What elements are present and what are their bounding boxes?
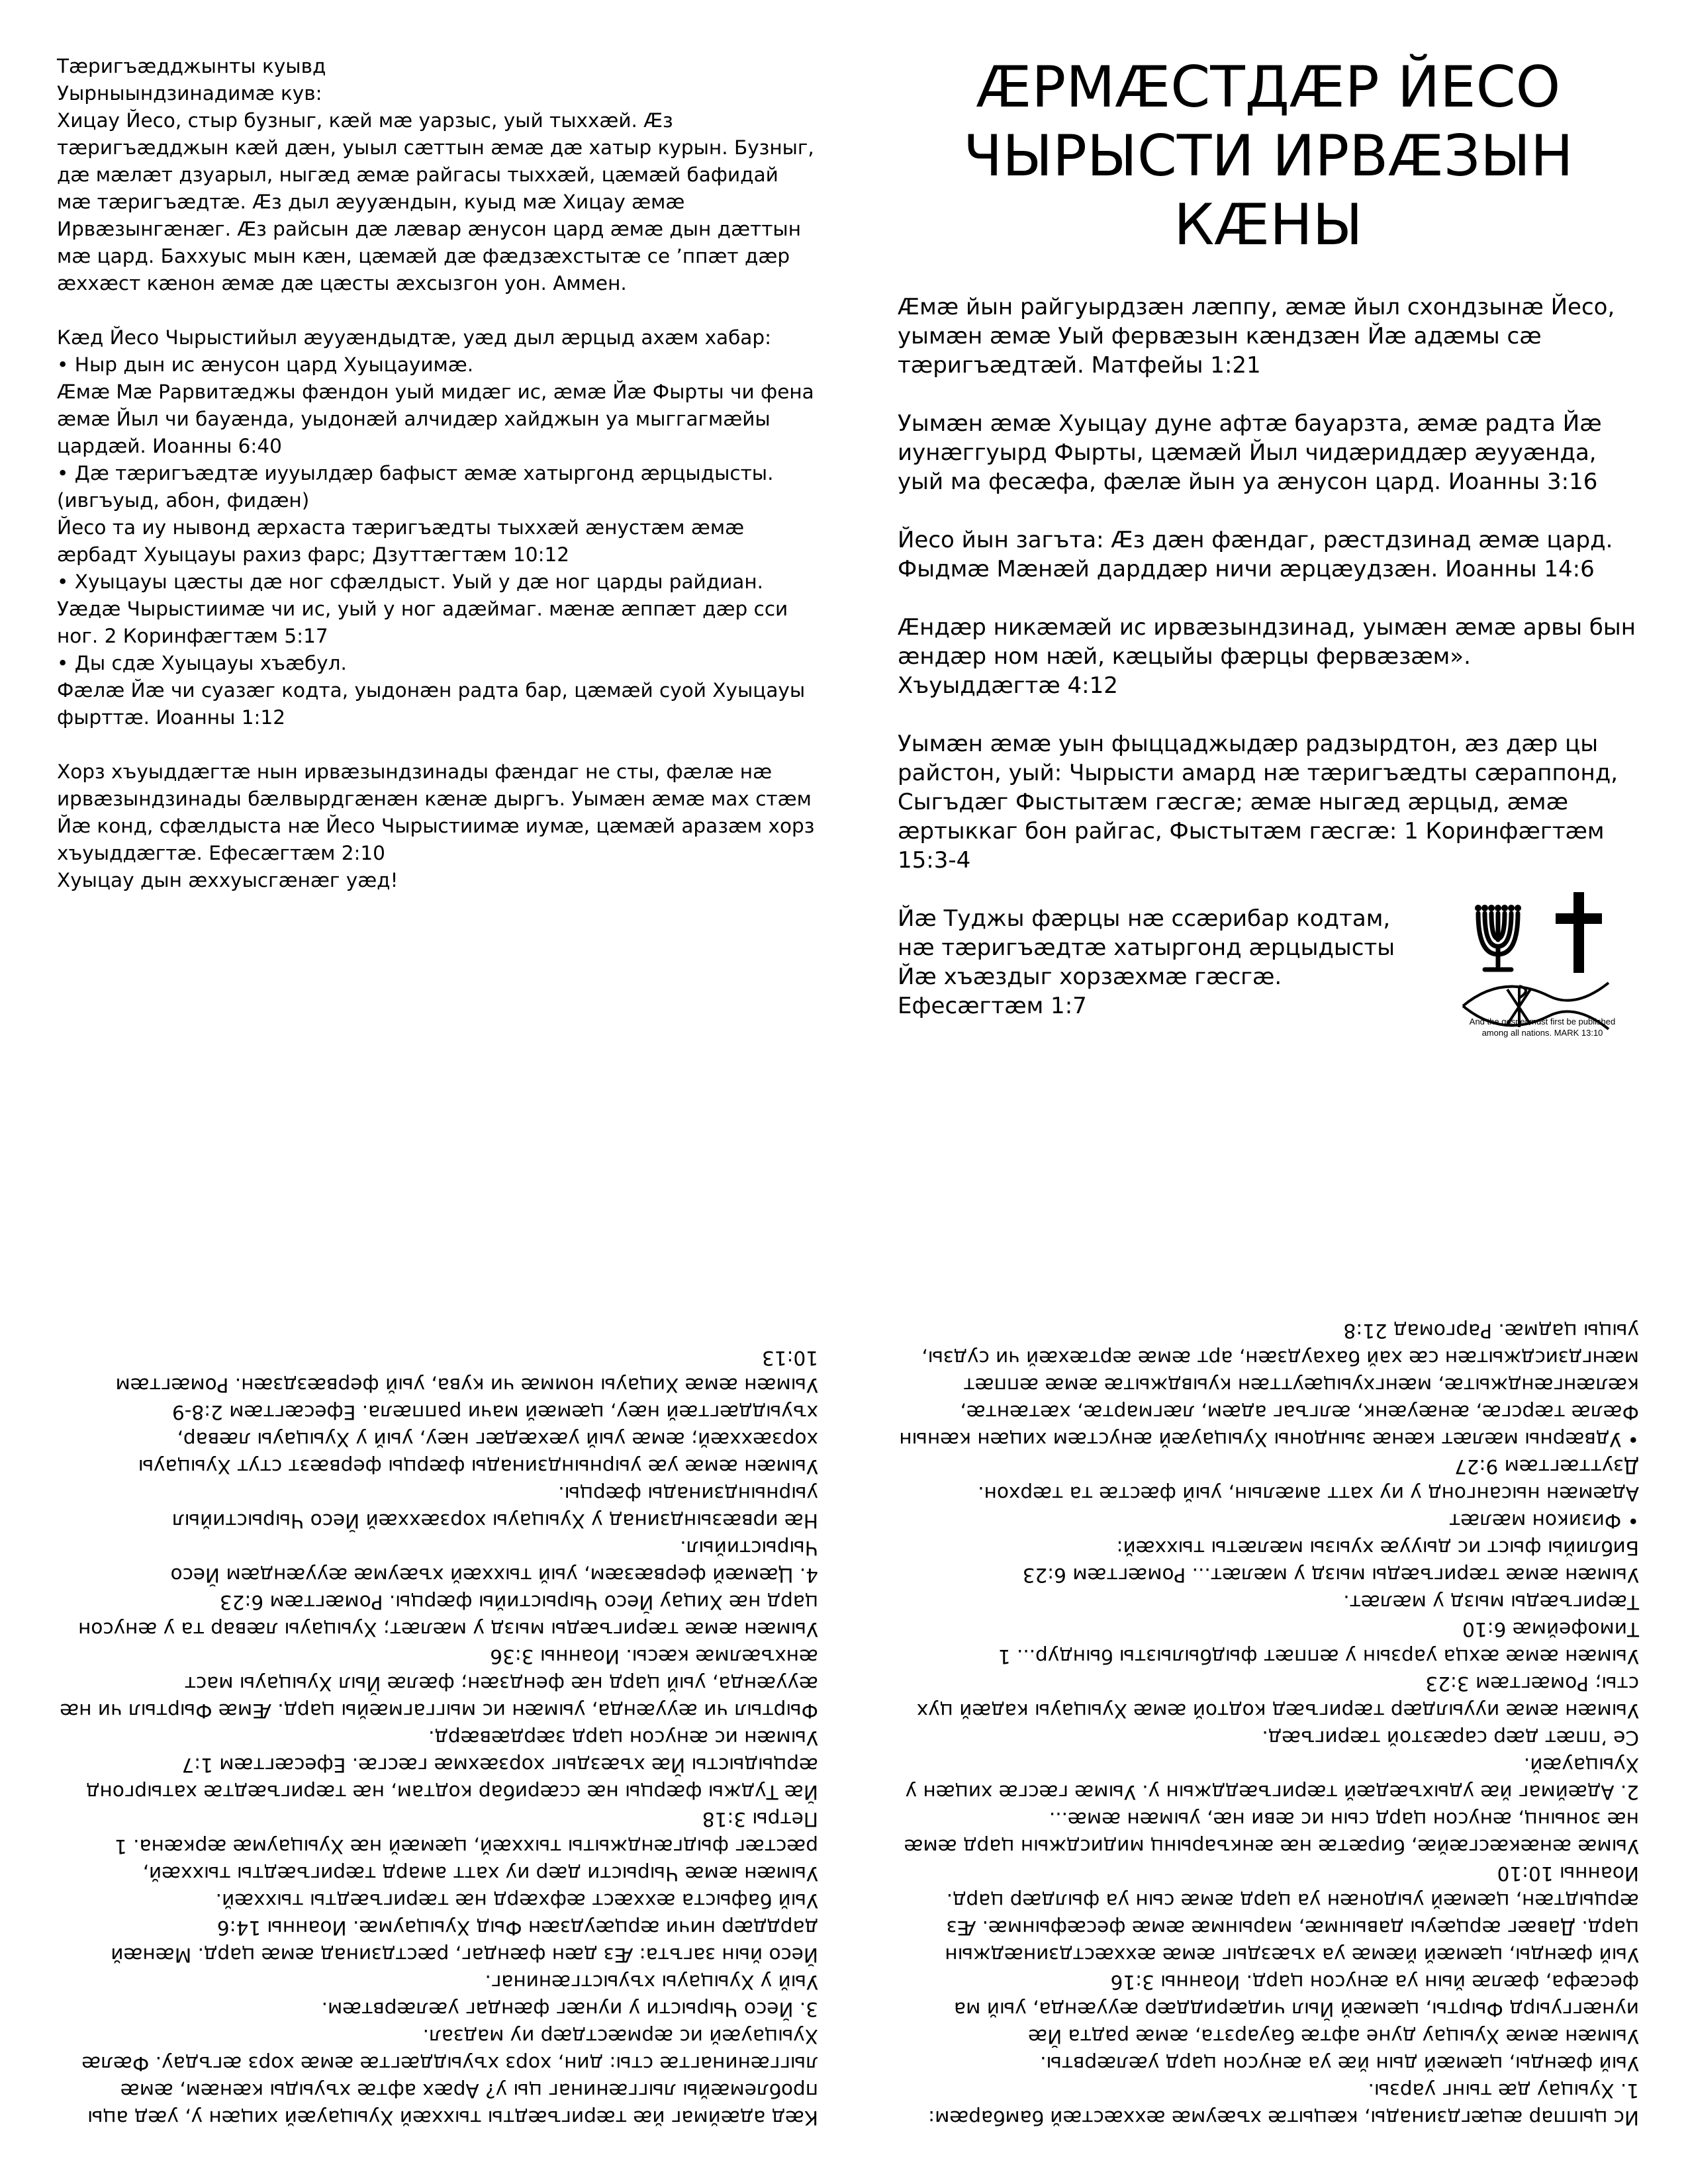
text-line: Библийы фыст ис дыууæ хуызы мæлæты тыххæй:: [1116, 1537, 1639, 1559]
prayer-section: [57, 53, 821, 894]
text-line: • Хуыцауы цæсты дæ ног сфæлдыст. Уый у дæ ног царды райдиан.: [57, 570, 764, 593]
text-line: • Ды сдæ Хуыцауы хъæбул.: [57, 652, 347, 674]
text-line: Йесо та иу нывонд æрхаста тæригъæдты тыххæй æнустæм æмæ æрбадт Хуыцауы рахиз фарс; Дзуттæгтæм 10:12: [57, 516, 751, 566]
text-line: 2. Адæймаг йæ удыхъæдæй тæригъæдджын у. Уымæ гæсгæ хицæн у Хуыцауæй.: [899, 1754, 1639, 1803]
text-line: • Ныр дын ис æнусон цард Хуыцауимæ.: [57, 353, 474, 376]
cover-title: [898, 53, 1639, 259]
text-line: Хуыцау дын æххуысгæнæг уæд!: [57, 869, 399, 891]
text-line: • Дæ тæригъæдтæ иууылдæр бафыст æмæ хатыргонд æрцыдысты.: [57, 462, 774, 484]
text-line: Уымæн æмæ тæригъæды мызд у мæлæт... Ромæгтæм 6:23: [1022, 1564, 1639, 1586]
text-line: Адæмæн нысангонд у иу хатт амæлын, уый фæстæ та тæрхон. Дзуттæгтæм 9:27: [971, 1455, 1639, 1505]
menorah-icon: [1478, 913, 1518, 970]
cover-title-line-1: ÆРМÆСТДÆР ЙЕСО: [976, 54, 1561, 120]
spacer: [57, 731, 818, 758]
text-line: Уый у Хуыцауы хъуыстгæнинаг.: [485, 1971, 818, 1993]
text-line: Йесо йын загъта: Æз дæн фæндаг, рæстдзинад æмæ цард. Мæнæй дарддæр ничи æрцæудзæн Фыд Хуыцаумæ. Иоанны 14:6: [104, 1917, 818, 1966]
text-line: Фæлæ тæрсгæ, æнæуæнк, æлгъаг адæм, лæгмартæ, хæтæнтæ, кæлæнгæнджытæ, мæнгхуыцæуттæн куывджытæ æмæ æппæт мæнгдзисджытæн сæ хай бахаудзæн, арт æмæ æртæхæй чи судзы, уыцы цадмæ. Раргомад 21:8: [915, 1320, 1639, 1424]
text-line: Æмæ Мæ Рарвитæджы фæндон уый мидæг ис, æмæ Йæ Фырты чи фена æмæ Йыл чи бауæнда, уыдонæй алчидæр хайджын уа мыггагмæйы цардæй. Иоанны 6:40: [57, 381, 821, 457]
text-line: Се ’ппæт дæр сарæзтой тæригъæд.: [1262, 1727, 1639, 1749]
text-line: 3. Йесо Чырысти у иунæг фæндаг уæлæрвтæм.: [321, 1998, 818, 2021]
artwork-caption: [1446, 1016, 1638, 1038]
text-line: Уымæ æнæкæсгæйæ, бирæтæ нæ æнкъарынц мидисджын цард æмæ нæ зонынц, æнусон цард сын ис æви нæ, уымæн æмæ...: [898, 1808, 1639, 1858]
verse-paragraph: Æмæ йын райгуырдзæн лæппу, æмæ йыл схондзынæ Йесо, уымæн æмæ Уый фервæзын кæндзæн Йæ адæмы сæ тæригъæдтæй. Матфейы 1:21: [898, 294, 1622, 379]
religious-symbols-artwork: [1450, 854, 1635, 1039]
text-line: (ивгъуыд, абон, фидæн): [57, 489, 310, 512]
rotated-content: [53, 1152, 818, 2131]
cross-icon: [1556, 892, 1602, 973]
text-line: Уымæн æмæ Хицауы номмæ чи кува, уый фервæздзæн. Ромæгтæм 10:13: [109, 1347, 818, 1396]
text-line: Хицау Йесо, стыр бузныг, кæй мæ уарзыс, уый тыххæй. Æз тæригъæдджын кæй дæн, уыыл сæттын æмæ дæ хатыр курын. Бузныг, дæ мæлæт дзуарыл, ныгæд æмæ райгасы тыххæй, цæмæй бафидай мæ тæригъæдтæ. Æз дыл æууæндын, куыд мæ Хицау æмæ Ирвæзынгæнæг. Æз райсын дæ лæвар æнусон цард æмæ дын дæттын мæ цард. Баххуыс мын кæн, цæмæй дæ фæдзæхстытæ се ’ппæт дæр æххæст кæнон æмæ дæ цæсты æхсызгон уон. Аммен.: [57, 109, 821, 295]
cover-title-line-2: ЧЫРЫСТИ ИРВÆЗЫН КÆНЫ: [963, 123, 1573, 258]
text-line: Уымæн ис æнусон цард зæрдæвæрд.: [428, 1727, 818, 1749]
caption-line: And the gospel must first be published: [1469, 1017, 1616, 1026]
text-line: Уымæн æмæ Хуыцау дуне афтæ бауарзта, æмæ радта Йæ иунæггуырд Фырты, цæмæй Йыл чидæриддæр æууæнда, уый ма фесæфа, фæлæ йын уа æнусон цард. Иоанны 3:16: [947, 1971, 1639, 2048]
spacer: [898, 584, 1639, 613]
text-line: Нæ ирвæзындзинад у Хуыцауы хорзæххæй Йесо Чырыстийыл уырнындзинады фæрцы.: [165, 1482, 818, 1532]
text-line: Кæд Йесо Чырыстийыл æууæндыдтæ, уæд дыл æрцыд ахæм хабар:: [57, 326, 772, 349]
text-line: Кæд адæймаг йæ тæригъæдты тыххæй Хуыцауæй хицæн у, уæд ацы проблемæйы лыггæнинаг цы у? Арæх афтæ хъуыды кæнæм, æмæ лыггæнинагтæ сты: дин, хорз хъуыддæгтæ æмæ хорз æгъдау. Фæлæ Хуыцауæй ис æрмæстдæр иу мадзал.: [75, 2025, 818, 2129]
text-line: Тæригъæдджынты куывд: [57, 55, 326, 77]
verse-line: Йæ хъæздыг хорзæхмæ гæсгæ.: [898, 964, 1282, 990]
verse-line: Йæ Туджы фæрцы нæ ссæрибар кодтам,: [898, 905, 1391, 932]
rotated-panel-right: [898, 1152, 1639, 2131]
verse-line: Ефесæгтæм 1:7: [898, 993, 1087, 1019]
menorah-flames: [1475, 905, 1521, 911]
text-line: Уæдæ Чырыстиимæ чи ис, уый у ног адæймаг. мæнæ æппæт дæр сси ног. 2 Коринфæгтæм 5:17: [57, 598, 794, 647]
text-line: • Физикон мæлæт: [1449, 1510, 1639, 1532]
text-line: Хорз хъуыддæгтæ нын ирвæзындзинады фæндаг не сты, фæлæ нæ ирвæзындзинады бæлвырдгæнæн кæнæ дыргъ. Уымæн æмæ мах стæм Йæ конд, сфæлдыста нæ Йесо Чырыстиимæ иумæ, цæмæй аразæм хорз хъуыддæгтæ. Ефесæгтæм 2:10: [57, 760, 821, 864]
text-line: Тæригъæды мызд у мæлæт.: [1343, 1591, 1639, 1614]
text-line: Фæлæ Йæ чи суазæг кодта, уыдонæн радта бар, цæмæй суой Хуыцауы фырттæ. Иоанны 1:12: [57, 679, 812, 729]
text-line: Уый бафыста æххæст æфхæрд нæ тæригъæдты тыххæй.: [215, 1889, 818, 1912]
verse-line: нæ тæригъæдтæ хатыргонд æрцыдысты: [898, 934, 1395, 961]
rotated-panel-left: [53, 1152, 818, 2131]
text-line: Уымæн æмæ уæ уырнындзинады фæрцы фервæзт стут Хуыцауы хорзæххæй; æмæ уый уæхæдæг нæу, уый у Хуыцауы лæвар, хъуыддæгтæй нæу, цæмæй мачи раппæла. Ефесæгтæм 2:8-9: [132, 1401, 818, 1478]
text-line: 1. Хуыцау дæ тынг уарзы.: [1368, 2079, 1639, 2102]
text-line: Уымæн æмæ иууылдæр тæригъæд кодтой æмæ Хуыцауы кадæй цух сты; Ромæгтæм 3:23: [910, 1672, 1639, 1722]
rotated-content: [898, 1152, 1639, 2131]
text-line: Уый фæнды, цæмæй дын йæ уа æнусон цард уæлæрвты.: [1040, 2052, 1639, 2075]
text-line: 4. Цæмæй фервæзæм, уый тыххæй хъæумæ æууæндæм Йесо Чырыстийыл.: [164, 1537, 818, 1586]
text-line: • Удвæрны мæлæт кæнæ зындоны Хуыцауæй æнустæм хицæн кæнын: [899, 1428, 1639, 1451]
text-line: Уымæн æмæ æхца уарзын у æппæт фыдбылызты бындур... 1 Тимофеймæ 6:10: [992, 1618, 1639, 1668]
text-line: Уымæн æмæ тæригъæды мызд у мæлæт; Хуыцауы лæвар та у æнусон цард нæ Хицау Йесо Чырыстийы фæрцы. Ромæгтæм 6:23: [71, 1591, 818, 1641]
spacer: [57, 297, 818, 324]
verse-paragraph: Уымæн æмæ Хуыцау дуне афтæ бауарзта, æмæ радта Йæ иунæггуырд Фырты, цæмæй Йыл чидæриддæр æууæнда, уый ма фесæфа, фæлæ йын уа æнусон цард. Иоанны 3:16: [898, 410, 1609, 495]
verse-paragraph: Æндæр никæмæй ис ирвæзындзинад, уымæн æмæ арвы бын æндæр ном нæй, кæцыйы фæрцы фервæзæм». Хъуыддæгтæ 4:12: [898, 614, 1643, 699]
spacer: [898, 380, 1639, 409]
spacer: [898, 496, 1639, 525]
caption-line: among all nations. MARK 13:10: [1481, 1028, 1603, 1038]
spacer: [898, 700, 1639, 729]
text-line: Уырныындзинадимæ кув:: [57, 82, 322, 105]
text-line: Уымæн æмæ Чырысти дæр иу хатт амард тæригъæдты тыххæй, рæстæг фыдгæнджыты тыххæй, цæмæй нæ Хуыцаумæ æркæна. 1 Петры 3:18: [108, 1808, 818, 1885]
text-line: Йæ Туджы фæрцы нæ ссæрибар кодтам, нæ тæригъæдтæ хатыргонд æрцыдысты Йæ хъæздыг хорзæхмæ гæсгæ. Ефесæгтæм 1:7: [79, 1754, 818, 1803]
text-line: Фыртыл чи æууæнда, уымæн ис мыггагмæйы цард. Æмæ Фыртыл чи нæ æууæнда, уый цард нæ фендзæн; фæлæ Йыл Хуыцауы маст æнхъæлмæ кæсы. Иоанны 3:36: [53, 1645, 818, 1722]
text-line: Ис цыппар æцæгдзинады, кæцытæ хъæумæ æххæстæй бамбарæм:: [928, 2107, 1639, 2129]
verse-paragraph: Уымæн æмæ уын фыццаджыдæр радзырдтон, æз дæр цы райстон, уый: Чырысти амард нæ тæригъæдты сæраппонд, Сыгъдæг Фыстытæм гæсгæ; æмæ ныгæд æрцыд, æмæ æртыккаг бон райгас, Фыстытæм гæсгæ: 1 Коринфæгтæм 15:3-4: [898, 731, 1625, 874]
text-line: Уый фæнды, цæмæй йæмæ уа хъæздыг æмæ æххæстдзинæджын цард. Давæг æрцæуы давынмæ, марынмæ æмæ фесæфынмæ. Æз æрцыдтæн, цæмæй уыдонæн уа цард æмæ сын уа фылдæр цард. Иоанны 10:10: [939, 1862, 1639, 1966]
verse-paragraph: Йесо йын загъта: Æз дæн фæндаг, рæстдзинад æмæ цард. Фыдмæ Мæнæй дарддæр ничи æрцæудзæн. Иоанны 14:6: [898, 527, 1620, 582]
